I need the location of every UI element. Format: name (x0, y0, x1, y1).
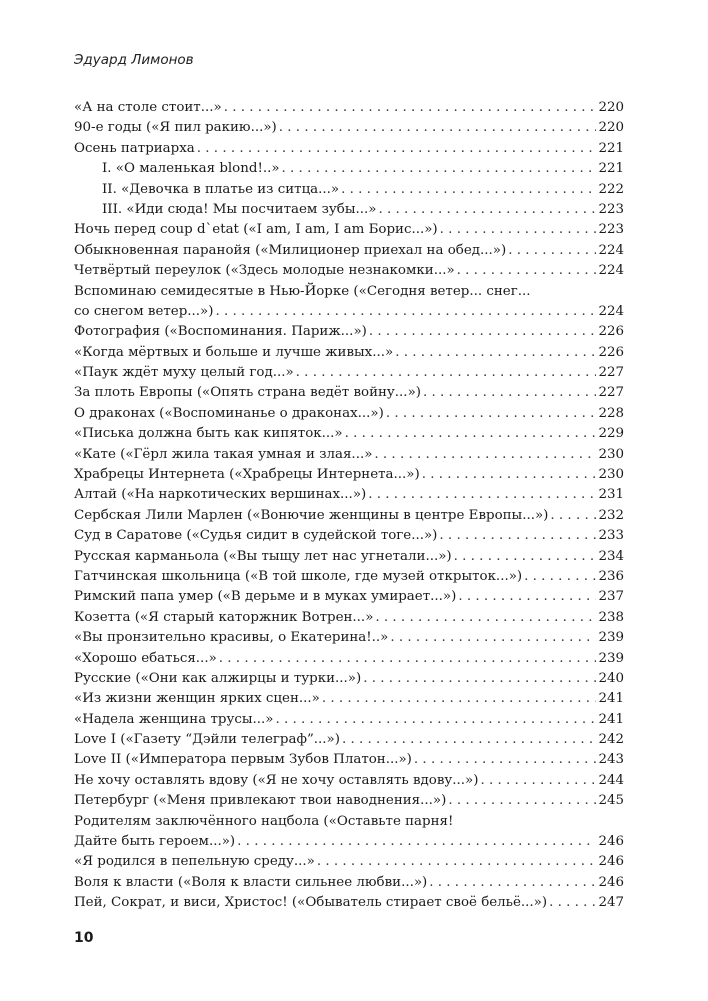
toc-entry-title: Родителям заключённого нацбола («Оставьте парня! (74, 813, 454, 829)
toc-entry (74, 628, 624, 648)
toc-entry-page: 243 (598, 752, 624, 768)
toc-leader-dots (550, 506, 596, 526)
toc-entry-title: Петербург («Меня привлекают твои наводнения...») (74, 793, 447, 809)
toc-entry-title: Пей, Сократ, и виси, Христос! («Обыватель стирает своё бельё...») (74, 895, 548, 911)
toc-entry (74, 159, 624, 179)
toc-entry-title: Сербская Лили Марлен («Вонючие женщины в центре Европы...») (74, 507, 549, 523)
toc-entry-title: «Из жизни женщин ярких сцен...» (74, 691, 320, 707)
toc-entry (74, 832, 624, 852)
toc-entry (74, 771, 624, 791)
toc-entry-title: «Когда мёртвых и больше и лучше живых...» (74, 344, 394, 360)
toc-entry (74, 547, 624, 567)
toc-leader-dots (429, 873, 596, 893)
toc-leader-dots (448, 791, 596, 811)
toc-entry (74, 506, 624, 526)
toc-entry-title: Алтай («На наркотических вершинах...») (74, 487, 367, 503)
toc-entry-title: со снегом ветер...») (74, 303, 214, 319)
toc-entry-title: Обыкновенная паранойя («Милиционер приехал на обед...») (74, 242, 507, 258)
toc-entry (74, 587, 624, 607)
toc-leader-dots (508, 241, 596, 261)
toc-leader-dots (524, 567, 596, 587)
toc-entry-page: 233 (598, 528, 624, 544)
toc-entry-title: Фотография («Воспоминания. Париж...») (74, 324, 367, 340)
toc-entry (74, 608, 624, 628)
toc-leader-dots (345, 424, 597, 444)
toc-entry-title: «Вы пронзительно красивы, о Екатерина!..» (74, 630, 389, 646)
toc-leader-dots (422, 465, 597, 485)
toc-leader-dots (458, 587, 596, 607)
toc-entry-page: 232 (598, 507, 624, 523)
toc-entry-page: 226 (598, 344, 624, 360)
toc-entry (74, 567, 624, 587)
toc-entry-title: «А на столе стоит...» (74, 99, 222, 115)
toc-entry (74, 180, 624, 200)
toc-entry (74, 526, 624, 546)
toc-entry-page: 234 (598, 548, 624, 564)
toc-entry-page: 247 (598, 895, 624, 911)
toc-entry (74, 139, 624, 159)
toc-entry-title: Воля к власти («Воля к власти сильнее любви...») (74, 874, 428, 890)
toc-leader-dots (390, 628, 596, 648)
toc-entry (74, 730, 624, 750)
toc-entry-page: 224 (598, 242, 624, 258)
toc-leader-dots (215, 302, 596, 322)
toc-leader-dots (440, 220, 597, 240)
toc-leader-dots (317, 852, 597, 872)
toc-leader-dots (237, 832, 596, 852)
toc-entry-title: I. «О маленькая blond!..» (102, 161, 280, 177)
toc-entry-page: 228 (598, 405, 624, 421)
toc-leader-dots (341, 180, 596, 200)
toc-entry (74, 220, 624, 240)
toc-entry-title: «Я родился в пепельную среду...» (74, 854, 315, 870)
toc-entry-title: «Кате («Гёрл жила такая умная и злая...» (74, 446, 373, 462)
toc-entry (74, 689, 624, 709)
toc-entry-title: Осень патриарха (74, 140, 195, 156)
toc-entry-title: «Хорошо ебаться...» (74, 650, 217, 666)
toc-leader-dots (395, 343, 596, 363)
toc-entry-page: 240 (598, 670, 624, 686)
toc-entry-title: За плоть Европы («Опять страна ведёт войну...») (74, 385, 421, 401)
toc-leader-dots (439, 526, 596, 546)
toc-entry-page: 223 (598, 222, 624, 238)
toc-entry (74, 118, 624, 138)
toc-leader-dots (279, 118, 597, 138)
toc-leader-dots (197, 139, 597, 159)
toc-entry-page: 241 (598, 711, 624, 727)
toc-entry-page: 236 (598, 568, 624, 584)
toc-entry (74, 322, 624, 342)
toc-leader-dots (296, 363, 597, 383)
toc-entry-title: Love II («Императора первым Зубов Платон...») (74, 752, 412, 768)
toc-entry-title: Козетта («Я старый каторжник Вотрен...» (74, 609, 374, 625)
toc-entry-page: 231 (598, 487, 624, 503)
toc-entry (74, 383, 624, 403)
toc-entry-page: 227 (598, 385, 624, 401)
toc-entry-title: «Паук ждёт муху целый год...» (74, 365, 294, 381)
toc-entry (74, 852, 624, 872)
toc-leader-dots (224, 98, 597, 118)
toc-entry-title: Ночь перед coup d`etat («I am, I am, I am Борис...») (74, 222, 438, 238)
toc-entry-page: 221 (598, 140, 624, 156)
toc-entry-page: 223 (598, 201, 624, 217)
toc-entry (74, 261, 624, 281)
toc-leader-dots (480, 771, 596, 791)
toc-entry (74, 424, 624, 444)
toc-leader-dots (368, 485, 596, 505)
toc-entry-title: Храбрецы Интернета («Храбрецы Интернета...») (74, 467, 420, 483)
toc-entry-page: 222 (598, 181, 624, 197)
toc-entry-page: 226 (598, 324, 624, 340)
toc-entry-page: 246 (598, 854, 624, 870)
toc-entry-title: Суд в Саратове («Судья сидит в судейской тоге...») (74, 528, 438, 544)
toc-entry-page: 244 (598, 772, 624, 788)
toc-entry-title: Не хочу оставлять вдову («Я не хочу оставлять вдову...») (74, 772, 479, 788)
toc-entry-title: 90-е годы («Я пил ракию...») (74, 120, 277, 136)
toc-entry (74, 302, 624, 322)
toc-entry (74, 363, 624, 383)
toc-entry-title: «Писька должна быть как кипяток...» (74, 426, 343, 442)
toc-leader-dots (414, 750, 597, 770)
toc-entry-page: 241 (598, 691, 624, 707)
toc-entry (74, 812, 624, 832)
toc-entry (74, 710, 624, 730)
toc-entry-title: Гатчинская школьница («В той школе, где музей открыток...») (74, 568, 523, 584)
toc-leader-dots (219, 649, 597, 669)
toc-entry-page: 224 (598, 303, 624, 319)
toc-entry (74, 343, 624, 363)
toc-entry-title: Русские («Они как алжирцы и турки...») (74, 670, 362, 686)
toc-leader-dots (322, 689, 597, 709)
toc-entry-page: 221 (598, 161, 624, 177)
page-number: 10 (74, 930, 94, 946)
toc-entry-page: 246 (598, 834, 624, 850)
toc-entry-page: 239 (598, 650, 624, 666)
toc-entry-page: 246 (598, 874, 624, 890)
toc-entry (74, 445, 624, 465)
toc-entry-title: Четвёртый переулок («Здесь молодые незнакомки...» (74, 263, 455, 279)
toc-entry-page: 242 (598, 732, 624, 748)
toc-leader-dots (386, 404, 597, 424)
toc-leader-dots (342, 730, 596, 750)
toc-entry (74, 465, 624, 485)
toc-entry-title: Дайте быть героем...») (74, 834, 236, 850)
toc-entry-title: Вспоминаю семидесятые в Нью-Йорке («Сегодня ветер... снег... (74, 283, 531, 299)
toc-entry-page: 230 (598, 467, 624, 483)
toc-entry (74, 241, 624, 261)
toc-leader-dots (549, 893, 596, 913)
toc-entry (74, 751, 624, 771)
toc-entry-title: Русская карманьола («Вы тыщу лет нас угнетали...») (74, 548, 452, 564)
toc-entry (74, 282, 624, 302)
toc-leader-dots (282, 159, 597, 179)
toc-entry (74, 98, 624, 118)
toc-entry-title: Римский папа умер («В дерьме и в муках умирает...») (74, 589, 457, 605)
toc-entry-title: «Надела женщина трусы...» (74, 711, 274, 727)
toc-leader-dots (374, 445, 596, 465)
toc-entry-page: 224 (598, 263, 624, 279)
toc-entry (74, 893, 624, 913)
toc-entry (74, 200, 624, 220)
toc-entry (74, 485, 624, 505)
toc-entry-title: Love I («Газету “Дэйли телеграф”...») (74, 732, 340, 748)
toc-entry-page: 227 (598, 365, 624, 381)
toc-leader-dots (378, 200, 596, 220)
toc-entry (74, 791, 624, 811)
toc-leader-dots (454, 547, 597, 567)
toc-entry-title: О драконах («Воспоминанье о драконах...») (74, 405, 384, 421)
running-head: Эдуард Лимонов (74, 52, 194, 68)
toc-entry (74, 873, 624, 893)
table-of-contents (74, 98, 624, 914)
toc-leader-dots (275, 710, 596, 730)
toc-entry-page: 220 (598, 120, 624, 136)
toc-entry-title: III. «Иди сюда! Мы посчитаем зубы...» (102, 201, 377, 217)
toc-entry-page: 229 (598, 426, 624, 442)
toc-leader-dots (457, 261, 597, 281)
toc-leader-dots (423, 383, 596, 403)
toc-leader-dots (375, 608, 596, 628)
toc-entry-page: 245 (598, 793, 624, 809)
toc-entry-page: 230 (598, 446, 624, 462)
toc-entry-title: II. «Девочка в платье из ситца...» (102, 181, 340, 197)
toc-entry-page: 238 (598, 609, 624, 625)
toc-entry (74, 649, 624, 669)
toc-entry (74, 404, 624, 424)
toc-entry-page: 237 (598, 589, 624, 605)
toc-leader-dots (369, 322, 597, 342)
toc-entry-page: 239 (598, 630, 624, 646)
toc-entry-page: 220 (598, 99, 624, 115)
toc-entry (74, 669, 624, 689)
toc-leader-dots (363, 669, 596, 689)
